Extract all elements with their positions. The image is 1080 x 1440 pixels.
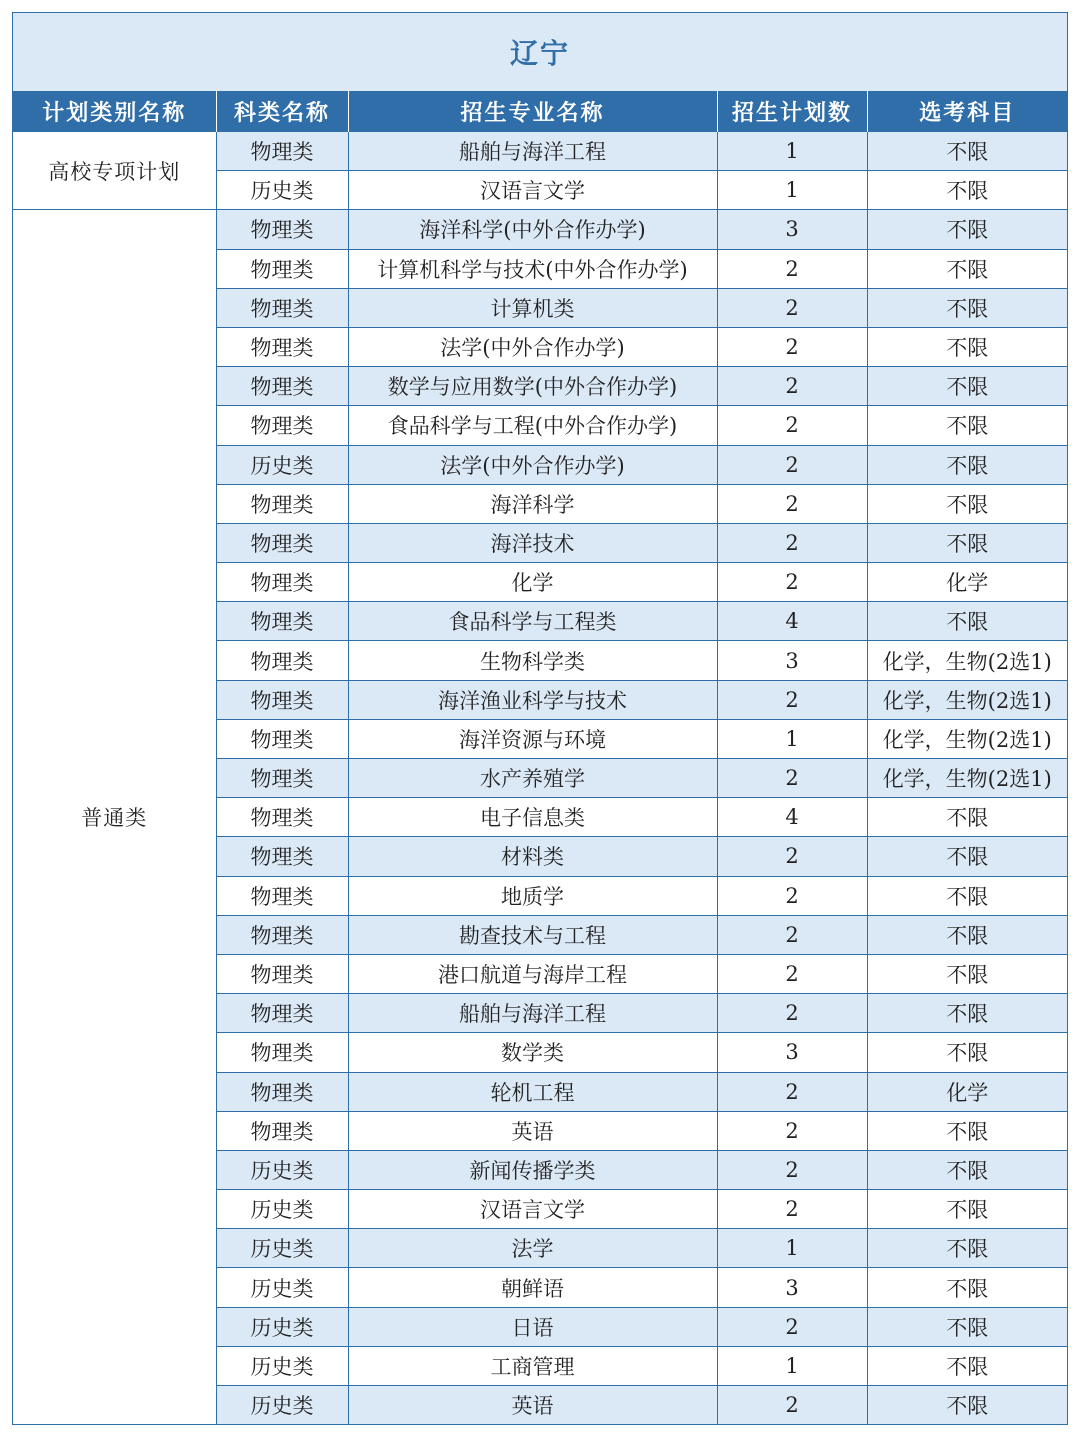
subject-type-cell: 物理类 [216,719,348,758]
major-name-cell: 食品科学与工程类 [348,602,717,641]
subject-type-cell: 物理类 [216,523,348,562]
subject-type-cell: 物理类 [216,954,348,993]
subject-type-cell: 物理类 [216,1111,348,1150]
subject-type-cell: 物理类 [216,798,348,837]
major-name-cell: 计算机科学与技术(中外合作办学) [348,249,717,288]
subject-type-cell: 物理类 [216,759,348,798]
header-plan-category: 计划类别名称 [13,91,216,132]
subject-type-cell: 历史类 [216,1268,348,1307]
plan-count-cell: 2 [717,1386,867,1425]
subject-type-cell: 物理类 [216,210,348,249]
subject-type-cell: 历史类 [216,171,348,210]
subject-type-cell: 历史类 [216,1229,348,1268]
table-row [13,132,1067,171]
plan-table-frame [12,12,1068,1425]
plan-count-cell: 3 [717,641,867,680]
required-subjects-cell: 不限 [867,367,1067,406]
subject-type-cell: 物理类 [216,367,348,406]
plan-count-cell: 2 [717,876,867,915]
required-subjects-cell: 不限 [867,837,1067,876]
required-subjects-cell: 不限 [867,327,1067,366]
major-name-cell: 海洋资源与环境 [348,719,717,758]
major-name-cell: 汉语言文学 [348,171,717,210]
required-subjects-cell: 不限 [867,602,1067,641]
required-subjects-cell: 不限 [867,876,1067,915]
subject-type-cell: 物理类 [216,1072,348,1111]
major-name-cell: 汉语言文学 [348,1190,717,1229]
subject-type-cell: 物理类 [216,1033,348,1072]
header-subject-type: 科类名称 [216,91,348,132]
subject-type-cell: 物理类 [216,249,348,288]
required-subjects-cell: 化学，生物(2选1) [867,680,1067,719]
major-name-cell: 船舶与海洋工程 [348,994,717,1033]
required-subjects-cell: 不限 [867,1268,1067,1307]
major-name-cell: 船舶与海洋工程 [348,132,717,171]
major-name-cell: 日语 [348,1307,717,1346]
subject-type-cell: 历史类 [216,1386,348,1425]
plan-count-cell: 2 [717,367,867,406]
plan-count-cell: 2 [717,994,867,1033]
header-plan-count: 招生计划数 [717,91,867,132]
subject-type-cell: 物理类 [216,132,348,171]
required-subjects-cell: 不限 [867,445,1067,484]
table-row [13,210,1067,249]
required-subjects-cell: 不限 [867,406,1067,445]
plan-count-cell: 2 [717,1190,867,1229]
required-subjects-cell: 化学，生物(2选1) [867,719,1067,758]
enrollment-table [13,91,1067,1425]
header-required-subjects: 选考科目 [867,91,1067,132]
required-subjects-cell: 不限 [867,288,1067,327]
plan-count-cell: 1 [717,132,867,171]
required-subjects-cell: 化学，生物(2选1) [867,641,1067,680]
major-name-cell: 法学(中外合作办学) [348,445,717,484]
plan-count-cell: 2 [717,523,867,562]
major-name-cell: 地质学 [348,876,717,915]
required-subjects-cell: 化学，生物(2选1) [867,759,1067,798]
major-name-cell: 数学与应用数学(中外合作办学) [348,367,717,406]
major-name-cell: 英语 [348,1386,717,1425]
required-subjects-cell: 不限 [867,1346,1067,1385]
major-name-cell: 数学类 [348,1033,717,1072]
plan-count-cell: 2 [717,406,867,445]
major-name-cell: 计算机类 [348,288,717,327]
plan-count-cell: 2 [717,445,867,484]
required-subjects-cell: 不限 [867,954,1067,993]
plan-count-cell: 2 [717,484,867,523]
plan-count-cell: 2 [717,1111,867,1150]
plan-count-cell: 4 [717,602,867,641]
major-name-cell: 英语 [348,1111,717,1150]
subject-type-cell: 物理类 [216,994,348,1033]
plan-count-cell: 1 [717,1229,867,1268]
plan-count-cell: 2 [717,563,867,602]
required-subjects-cell: 不限 [867,1229,1067,1268]
major-name-cell: 轮机工程 [348,1072,717,1111]
required-subjects-cell: 不限 [867,1307,1067,1346]
plan-count-cell: 2 [717,288,867,327]
subject-type-cell: 物理类 [216,288,348,327]
plan-count-cell: 2 [717,1072,867,1111]
subject-type-cell: 物理类 [216,876,348,915]
plan-count-cell: 2 [717,327,867,366]
plan-count-cell: 2 [717,915,867,954]
subject-type-cell: 物理类 [216,563,348,602]
major-name-cell: 工商管理 [348,1346,717,1385]
plan-count-cell: 2 [717,680,867,719]
plan-count-cell: 3 [717,1033,867,1072]
required-subjects-cell: 不限 [867,484,1067,523]
subject-type-cell: 物理类 [216,837,348,876]
subject-type-cell: 历史类 [216,445,348,484]
header-major-name: 招生专业名称 [348,91,717,132]
required-subjects-cell: 不限 [867,915,1067,954]
plan-count-cell: 1 [717,171,867,210]
plan-count-cell: 2 [717,954,867,993]
required-subjects-cell: 不限 [867,132,1067,171]
plan-count-cell: 1 [717,719,867,758]
major-name-cell: 水产养殖学 [348,759,717,798]
plan-count-cell: 3 [717,1268,867,1307]
required-subjects-cell: 不限 [867,249,1067,288]
plan-count-cell: 4 [717,798,867,837]
required-subjects-cell: 不限 [867,1386,1067,1425]
required-subjects-cell: 不限 [867,994,1067,1033]
major-name-cell: 海洋渔业科学与技术 [348,680,717,719]
subject-type-cell: 物理类 [216,680,348,719]
major-name-cell: 化学 [348,563,717,602]
header-row [13,91,1067,132]
required-subjects-cell: 不限 [867,1111,1067,1150]
required-subjects-cell: 不限 [867,1150,1067,1189]
table-body [13,132,1067,1425]
subject-type-cell: 物理类 [216,641,348,680]
subject-type-cell: 历史类 [216,1190,348,1229]
major-name-cell: 海洋技术 [348,523,717,562]
major-name-cell: 勘查技术与工程 [348,915,717,954]
major-name-cell: 电子信息类 [348,798,717,837]
subject-type-cell: 物理类 [216,484,348,523]
required-subjects-cell: 不限 [867,798,1067,837]
major-name-cell: 海洋科学 [348,484,717,523]
required-subjects-cell: 化学 [867,1072,1067,1111]
subject-type-cell: 物理类 [216,406,348,445]
major-name-cell: 食品科学与工程(中外合作办学) [348,406,717,445]
province-title: 辽宁 [13,13,1067,91]
required-subjects-cell: 不限 [867,210,1067,249]
subject-type-cell: 物理类 [216,602,348,641]
required-subjects-cell: 不限 [867,1190,1067,1229]
plan-count-cell: 2 [717,837,867,876]
subject-type-cell: 历史类 [216,1307,348,1346]
subject-type-cell: 历史类 [216,1346,348,1385]
major-name-cell: 海洋科学(中外合作办学) [348,210,717,249]
major-name-cell: 法学 [348,1229,717,1268]
plan-count-cell: 3 [717,210,867,249]
subject-type-cell: 历史类 [216,1150,348,1189]
major-name-cell: 生物科学类 [348,641,717,680]
major-name-cell: 港口航道与海岸工程 [348,954,717,993]
subject-type-cell: 物理类 [216,915,348,954]
required-subjects-cell: 不限 [867,1033,1067,1072]
plan-count-cell: 1 [717,1346,867,1385]
plan-count-cell: 2 [717,249,867,288]
plan-category-cell: 高校专项计划 [13,132,216,210]
major-name-cell: 新闻传播学类 [348,1150,717,1189]
subject-type-cell: 物理类 [216,327,348,366]
major-name-cell: 材料类 [348,837,717,876]
plan-category-cell: 普通类 [13,210,216,1425]
plan-count-cell: 2 [717,1150,867,1189]
required-subjects-cell: 化学 [867,563,1067,602]
plan-count-cell: 2 [717,1307,867,1346]
required-subjects-cell: 不限 [867,523,1067,562]
major-name-cell: 朝鲜语 [348,1268,717,1307]
plan-count-cell: 2 [717,759,867,798]
major-name-cell: 法学(中外合作办学) [348,327,717,366]
required-subjects-cell: 不限 [867,171,1067,210]
